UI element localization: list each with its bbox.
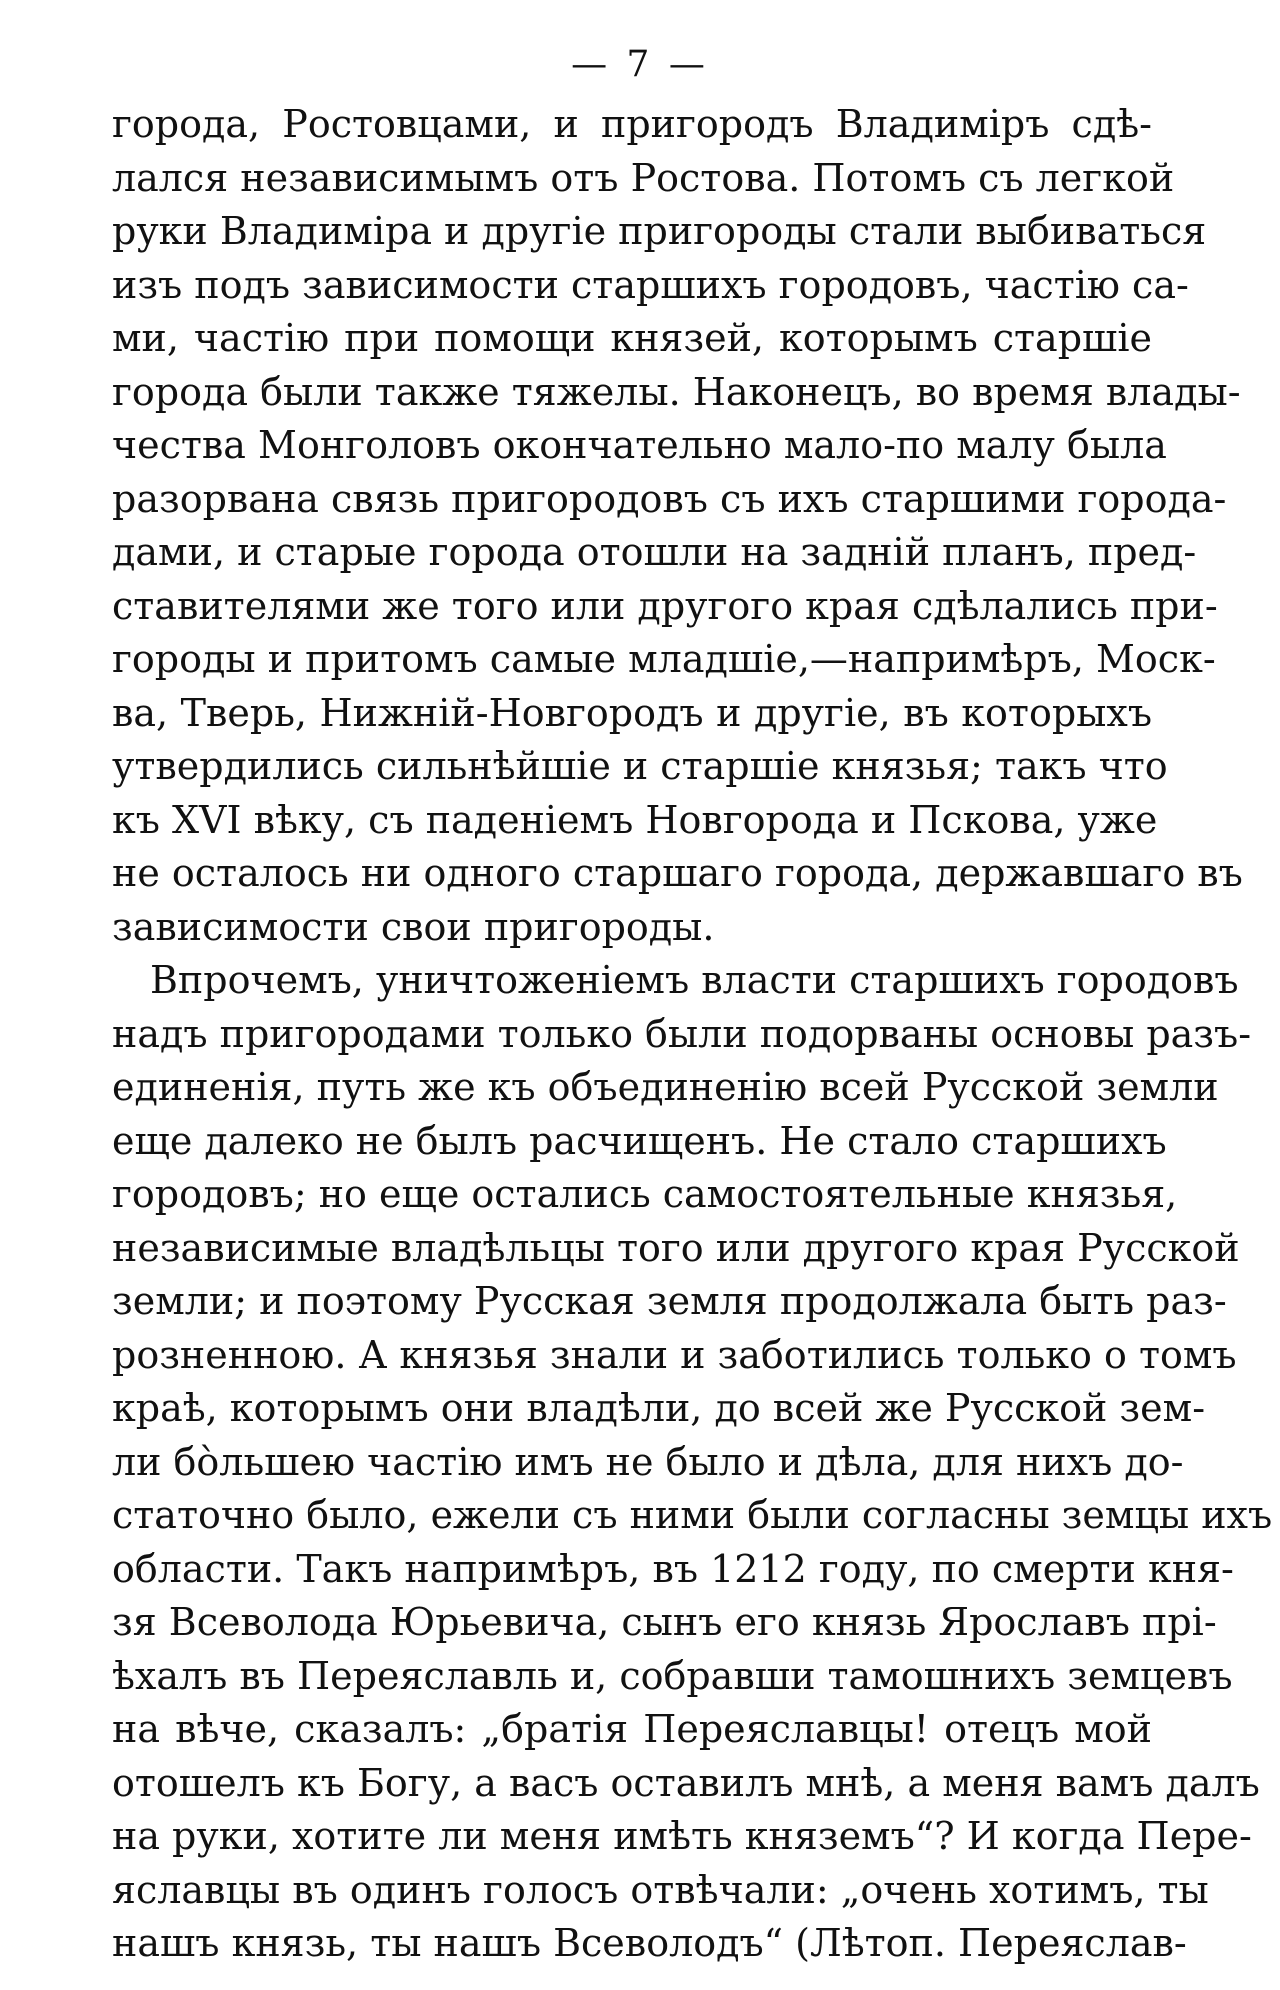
paragraph-2	[112, 954, 1273, 1971]
text-line: еще далеко не былъ расчищенъ. Не стало старшихъ	[112, 1118, 1167, 1163]
text-line: городы и притомъ самые младшіе,—напримѣръ, Моск-	[112, 637, 1216, 681]
text-line: зя Всеволода Юрьевича, сынъ его князь Ярославъ прі-	[112, 1600, 1217, 1644]
text-line: ми, частію при помощи князей, которымъ старшіе	[112, 316, 1152, 360]
text-line: отошелъ къ Богу, а васъ оставилъ мнѣ, а меня вамъ далъ	[112, 1760, 1260, 1805]
text-line: утвердились сильнѣйшіе и старшіе князья; такъ что	[112, 744, 1168, 788]
text-line: чества Монголовъ окончательно мало-по малу была	[112, 423, 1167, 467]
body-text	[112, 98, 1273, 1971]
text-line: зависимости свои пригороды.	[112, 904, 715, 949]
text-line: ли бо̀льшею частію имъ не было и дѣла, для нихъ до-	[112, 1439, 1184, 1484]
text-line: къ XVI вѣку, съ паденіемъ Новгорода и Пскова, уже	[112, 797, 1158, 842]
text-line: единенія, путь же къ объединенію всей Русской земли	[112, 1065, 1219, 1109]
text-line: ставителями же того или другого края сдѣлались при-	[112, 583, 1218, 628]
text-line: города были также тяжелы. Наконецъ, во время влады-	[112, 369, 1241, 414]
text-line: на вѣче, сказалъ: „братія Переяславцы! отецъ мой	[112, 1707, 1152, 1751]
text-line: краѣ, которымъ они владѣли, до всей же Русской зем-	[112, 1386, 1206, 1430]
text-line: на руки, хотите ли меня имѣть княземъ“? И когда Пере-	[112, 1814, 1252, 1858]
text-line: ѣхалъ въ Переяславль и, собравши тамошнихъ земцевъ	[112, 1653, 1233, 1698]
text-line: городовъ; но еще остались самостоятельные князья,	[112, 1172, 1178, 1216]
text-line: изъ подъ зависимости старшихъ городовъ, частію са-	[112, 262, 1189, 307]
text-line: дами, и старые города отошли на задній планъ, пред-	[112, 530, 1197, 574]
text-line: не осталось ни одного старшаго города, державшаго въ	[112, 851, 1243, 895]
text-line: надъ пригородами только были подорваны основы разъ-	[112, 1011, 1252, 1056]
text-line: розненною. А князья знали и заботились только о томъ	[112, 1332, 1237, 1377]
text-line: города, Ростовцами, и пригородъ Владиміръ сдѣ-	[112, 102, 1152, 146]
text-line: лался независимымъ отъ Ростова. Потомъ съ легкой	[112, 155, 1175, 200]
text-line: области. Такъ напримѣръ, въ 1212 году, по смерти кня-	[112, 1546, 1234, 1591]
paragraph-1	[112, 98, 1243, 954]
text-line: яславцы въ одинъ голосъ отвѣчали: „очень хотимъ, ты	[112, 1867, 1209, 1912]
text-line: руки Владиміра и другіе пригороды стали выбиваться	[112, 209, 1207, 253]
text-line: земли; и поэтому Русская земля продолжала быть раз-	[112, 1279, 1227, 1323]
text-line: нашъ князь, ты нашъ Всеволодъ“ (Лѣтоп. Переяслав-	[112, 1921, 1187, 1965]
text-line: Впрочемъ, уничтоженіемъ власти старшихъ городовъ	[150, 958, 1239, 1002]
page-number: — 7 —	[571, 44, 709, 85]
text-line: независимые владѣльцы того или другого края Русской	[112, 1225, 1240, 1270]
text-line: разорвана связь пригородовъ съ ихъ старшими города-	[112, 476, 1227, 521]
text-line: ва, Тверь, Нижній-Новгородъ и другіе, въ которыхъ	[112, 690, 1152, 735]
text-line: статочно было, ежели съ ними были согласны земцы ихъ	[112, 1493, 1273, 1537]
